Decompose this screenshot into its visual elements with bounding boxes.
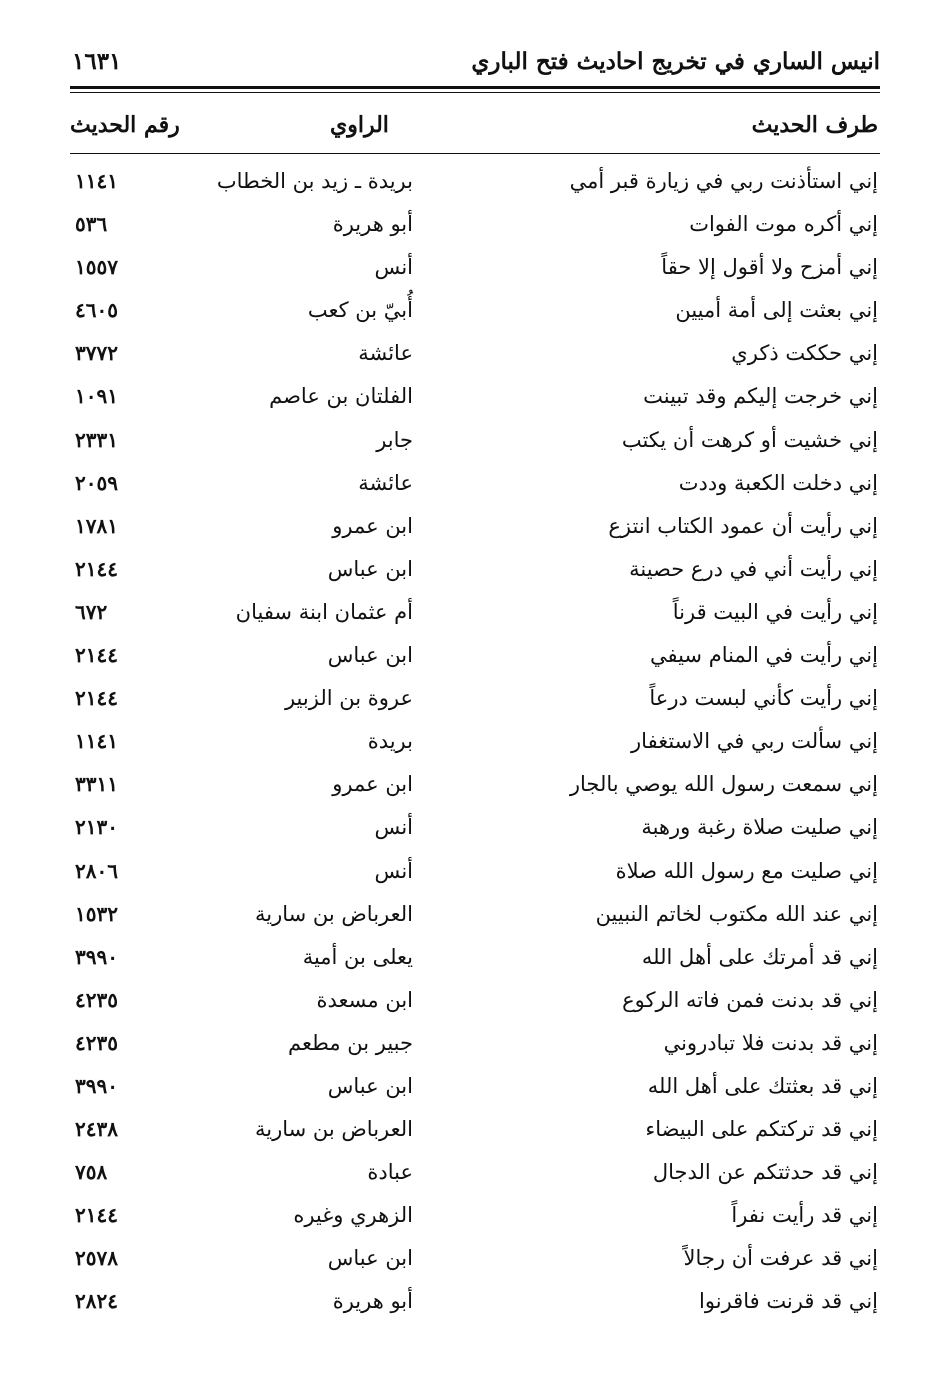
hadith-text: إني قد بدنت فلا تبادروني [663, 1030, 878, 1055]
hadith-number: ٣٩٩٠ [75, 1073, 118, 1098]
narrator-name: يعلى بن أمية [302, 944, 413, 969]
hadith-text: إني حككت ذكري [731, 341, 878, 366]
table-row [0, 639, 943, 682]
table-row [0, 510, 943, 553]
table-row [0, 251, 943, 294]
hadith-index-table [0, 165, 943, 1329]
narrator-name: ابن عباس [327, 556, 413, 581]
table-row [0, 467, 943, 510]
hadith-text: إني سألت ربي في الاستغفار [631, 729, 878, 754]
narrator-name: جابر [376, 427, 413, 452]
hadith-text: إني خشيت أو كرهت أن يكتب [621, 427, 878, 452]
hadith-text: إني قد تركتكم على البيضاء [645, 1117, 878, 1142]
hadith-text: إني عند الله مكتوب لخاتم النبيين [595, 901, 878, 926]
narrator-name: أبو هريرة [332, 212, 413, 237]
hadith-number: ٢٣٣١ [75, 427, 118, 452]
hadith-text: إني دخلت الكعبة وددت [678, 470, 878, 495]
page-number: ١٦٣١ [72, 48, 122, 75]
hadith-number: ١١٤١ [75, 729, 118, 754]
hadith-number: ٢١٣٠ [75, 815, 118, 840]
narrator-name: الفلتان بن عاصم [269, 384, 413, 409]
narrator-name: عروة بن الزبير [284, 686, 413, 711]
table-row [0, 337, 943, 380]
narrator-name: ابن مسعدة [316, 987, 413, 1012]
hadith-text: إني استأذنت ربي في زيارة قبر أمي [569, 169, 878, 193]
table-row [0, 165, 943, 208]
table-row [0, 1156, 943, 1199]
hadith-text: إني أكره موت الفوات [689, 212, 878, 237]
hadith-number: ٣٧٧٢ [75, 341, 118, 366]
hadith-text: إني أمزح ولا أقول إلا حقاً [661, 255, 878, 280]
narrator-name: ابن عمرو [332, 513, 413, 538]
narrator-name: العرباض بن سارية [254, 901, 413, 926]
narrator-name: عبادة [367, 1160, 413, 1185]
hadith-text: إني خرجت إليكم وقد تبينت [643, 384, 878, 409]
hadith-number: ١٧٨١ [75, 513, 118, 538]
table-row [0, 984, 943, 1027]
hadith-text: إني قد قرنت فاقرنوا [699, 1289, 878, 1314]
narrator-name: ابن عباس [327, 643, 413, 668]
narrator-name: أبو هريرة [332, 1289, 413, 1314]
hadith-text: إني قد حدثتكم عن الدجال [652, 1160, 878, 1185]
table-row [0, 1113, 943, 1156]
narrator-name: عائشة [358, 470, 413, 495]
hadith-text: إني رأيت في المنام سيفي [649, 643, 878, 668]
table-row [0, 811, 943, 854]
hadith-text: إني رأيت أني في درع حصينة [629, 556, 878, 581]
hadith-number: ٥٣٦ [75, 212, 108, 237]
hadith-number: ٢١٤٤ [75, 686, 118, 711]
hadith-number: ٦٧٢ [75, 599, 108, 624]
narrator-name: أم عثمان ابنة سفيان [235, 599, 413, 624]
narrator-name: أنس [374, 815, 413, 840]
hadith-number: ١٥٥٧ [75, 255, 118, 280]
table-row [0, 1199, 943, 1242]
hadith-number: ٢١٤٤ [75, 556, 118, 581]
table-row [0, 208, 943, 251]
hadith-number: ١١٤١ [75, 169, 118, 193]
narrator-name: بريدة [367, 729, 413, 754]
column-header-narrator: الراوي [330, 112, 389, 138]
narrator-name: أنس [374, 858, 413, 883]
narrator-name: جبير بن مطعم [287, 1030, 413, 1055]
table-row [0, 424, 943, 467]
hadith-number: ٢٠٥٩ [75, 470, 118, 495]
hadith-number: ٢٤٣٨ [75, 1117, 118, 1142]
hadith-number: ١٥٣٢ [75, 901, 118, 926]
table-row [0, 682, 943, 725]
hadith-number: ١٠٩١ [75, 384, 118, 409]
hadith-number: ٢٨٢٤ [75, 1289, 118, 1314]
hadith-text: إني قد بدنت فمن فاته الركوع [622, 987, 878, 1012]
hadith-number: ٢١٤٤ [75, 643, 118, 668]
hadith-text: إني رأيت أن عمود الكتاب انتزع [608, 513, 878, 538]
narrator-name: ابن عمرو [332, 772, 413, 797]
narrator-name: ابن عباس [327, 1073, 413, 1098]
table-row [0, 768, 943, 811]
hadith-number: ٣٣١١ [75, 772, 118, 797]
narrator-name: العرباض بن سارية [254, 1117, 413, 1142]
hadith-text: إني قد رأيت نفراً [731, 1203, 878, 1228]
table-row [0, 380, 943, 423]
narrator-name: الزهري وغيره [293, 1203, 413, 1228]
hadith-number: ٤٢٣٥ [75, 987, 118, 1012]
running-header [70, 44, 880, 84]
column-header-number: رقم الحديث [70, 112, 180, 138]
table-row [0, 1242, 943, 1285]
column-header-hadith: طرف الحديث [751, 112, 878, 138]
hadith-text: إني بعثت إلى أمة أميين [675, 298, 878, 323]
hadith-text: إني صليت مع رسول الله صلاة [615, 858, 878, 883]
narrator-name: أنس [374, 255, 413, 280]
hadith-text: إني رأيت في البيت قرناً [672, 599, 878, 624]
hadith-number: ٧٥٨ [75, 1160, 108, 1185]
hadith-text: إني سمعت رسول الله يوصي بالجار [569, 772, 878, 797]
narrator-name: بريدة ـ زيد بن الخطاب [216, 169, 413, 193]
table-row [0, 855, 943, 898]
hadith-number: ٢٥٧٨ [75, 1246, 118, 1271]
hadith-number: ٤٦٠٥ [75, 298, 118, 323]
hadith-number: ٣٩٩٠ [75, 944, 118, 969]
table-row [0, 553, 943, 596]
table-row [0, 941, 943, 984]
book-title: انيس الساري في تخريج احاديث فتح الباري [471, 48, 880, 75]
hadith-text: إني رأيت كأني لبست درعاً [649, 686, 878, 711]
table-row [0, 1027, 943, 1070]
hadith-text: إني قد أمرتك على أهل الله [641, 944, 878, 969]
hadith-text: إني قد عرفت أن رجالاً [683, 1246, 878, 1271]
hadith-number: ٢٨٠٦ [75, 858, 118, 883]
hadith-text: إني قد بعثتك على أهل الله [647, 1073, 878, 1098]
header-rule-secondary [70, 92, 880, 93]
narrator-name: عائشة [358, 341, 413, 366]
table-row [0, 898, 943, 941]
hadith-number: ٤٢٣٥ [75, 1030, 118, 1055]
narrator-name: ابن عباس [327, 1246, 413, 1271]
column-header-rule [70, 153, 880, 154]
table-row [0, 596, 943, 639]
table-row [0, 1070, 943, 1113]
narrator-name: أُبيّ بن كعب [307, 298, 413, 323]
hadith-number: ٢١٤٤ [75, 1203, 118, 1228]
table-row [0, 725, 943, 768]
hadith-text: إني صليت صلاة رغبة ورهبة [641, 815, 878, 840]
table-row [0, 294, 943, 337]
table-row [0, 1285, 943, 1328]
header-rule [70, 86, 880, 89]
